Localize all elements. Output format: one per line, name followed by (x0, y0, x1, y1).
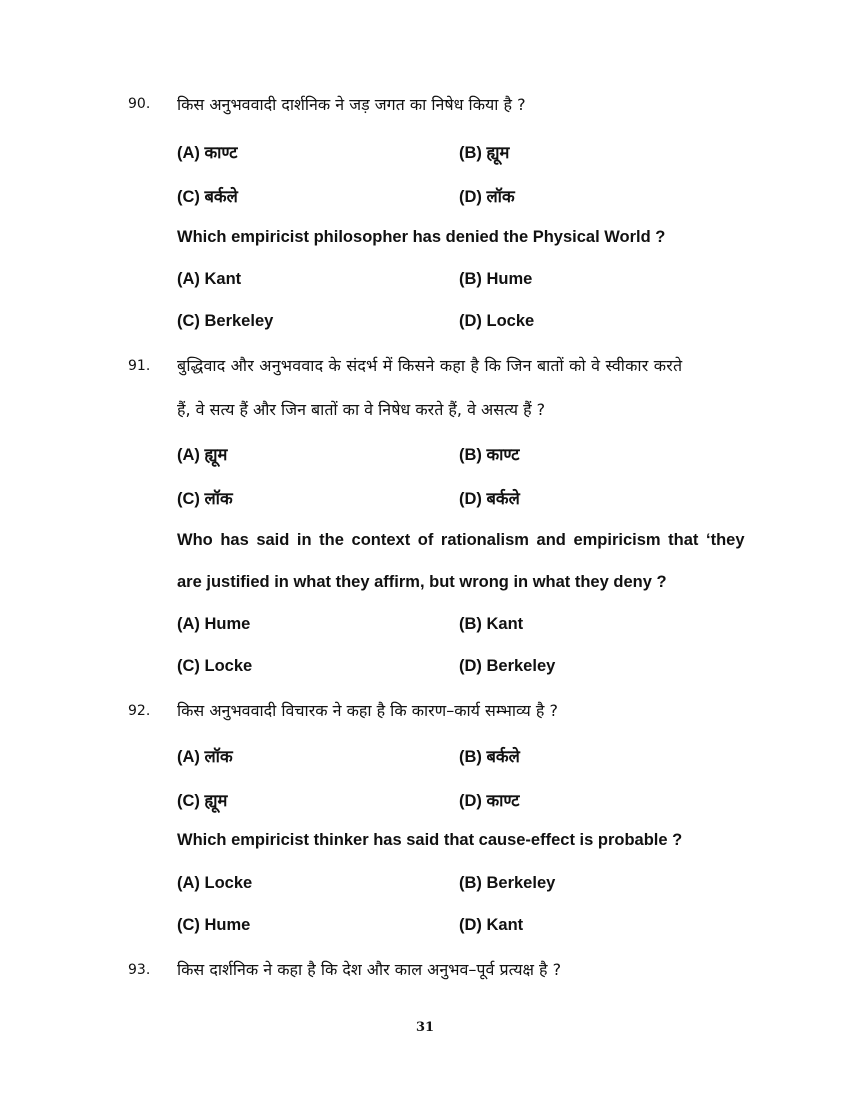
option-c-english: (C) Hume (177, 916, 251, 934)
option-c-english: (C) Locke (177, 657, 253, 675)
question-text-hindi: किस अनुभववादी दार्शनिक ने जड़ जगत का निषेध किया है ? (177, 95, 526, 114)
question-number: 91. (128, 358, 151, 374)
option-d-hindi: (D) काण्ट (459, 792, 520, 810)
option-c-hindi: (C) लॉक (177, 490, 233, 508)
question-number: 90. (128, 96, 151, 112)
option-c-english: (C) Berkeley (177, 312, 274, 330)
question-text-english: Which empiricist thinker has said that cause-effect is probable ? (177, 831, 683, 849)
question-text-english: Which empiricist philosopher has denied the Physical World ? (177, 228, 666, 246)
option-c-hindi: (C) ह्यूम (177, 792, 228, 810)
option-d-hindi: (D) बर्कले (459, 490, 520, 508)
question-text-hindi-line2: हैं, वे सत्य हैं और जिन बातों का वे निषेध करते हैं, वे असत्य हैं ? (177, 400, 546, 419)
option-b-english: (B) Berkeley (459, 874, 556, 892)
page-number: 31 (415, 1020, 435, 1035)
option-a-english: (A) Kant (177, 270, 242, 288)
option-a-hindi: (A) काण्ट (177, 144, 238, 162)
option-d-english: (D) Locke (459, 312, 535, 330)
option-c-hindi: (C) बर्कले (177, 188, 238, 206)
question-number: 92. (128, 703, 151, 719)
option-d-hindi: (D) लॉक (459, 188, 515, 206)
question-text-hindi: किस दार्शनिक ने कहा है कि देश और काल अनुभव–पूर्व प्रत्यक्ष है ? (177, 960, 562, 979)
option-b-hindi: (B) काण्ट (459, 446, 520, 464)
option-a-hindi: (A) लॉक (177, 748, 233, 766)
option-a-hindi: (A) ह्यूम (177, 446, 228, 464)
question-text-english-line2: are justified in what they affirm, but wrong in what they deny ? (177, 573, 667, 591)
question-text-english-line1: Who has said in the context of rationalism and empiricism that ‘they (177, 531, 745, 549)
option-b-hindi: (B) बर्कले (459, 748, 520, 766)
question-number: 93. (128, 962, 151, 978)
option-a-english: (A) Hume (177, 615, 251, 633)
option-d-english: (D) Kant (459, 916, 524, 934)
option-b-english: (B) Hume (459, 270, 533, 288)
option-b-english: (B) Kant (459, 615, 524, 633)
option-d-english: (D) Berkeley (459, 657, 556, 675)
option-b-hindi: (B) ह्यूम (459, 144, 510, 162)
question-text-hindi-line1: बुद्धिवाद और अनुभववाद के संदर्भ में किसने कहा है कि जिन बातों को वे स्वीकार करते (177, 356, 683, 375)
question-text-hindi: किस अनुभववादी विचारक ने कहा है कि कारण–कार्य सम्भाव्य है ? (177, 701, 558, 720)
option-a-english: (A) Locke (177, 874, 253, 892)
